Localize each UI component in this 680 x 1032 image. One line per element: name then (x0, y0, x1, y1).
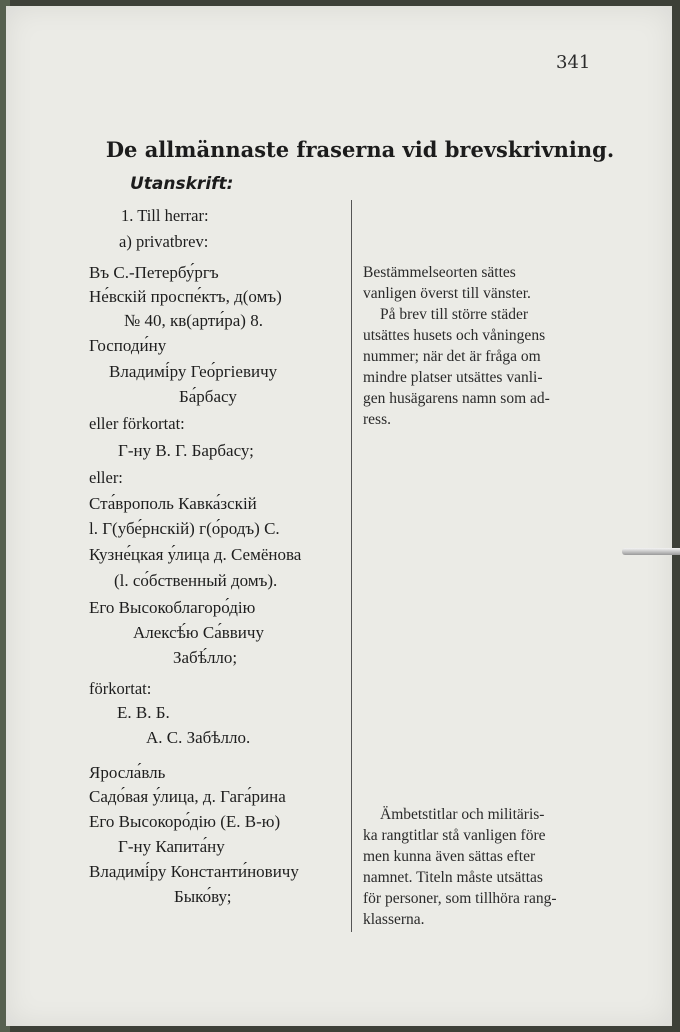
note-line: ka rangtitlar stå vanligen före (363, 827, 546, 844)
text-line: eller förkortat: (89, 414, 185, 433)
note-line: Bestämmelseorten sättes (363, 264, 516, 281)
text-line: l. Г(убе́рнскій) г(о́родъ) С. (89, 519, 280, 538)
text-line: А. С. Забѣлло. (146, 728, 251, 747)
section-heading: Utanskrift: (130, 174, 234, 194)
page-title: De allmännaste fraserna vid brevskrivning. (105, 137, 615, 162)
column-divider (351, 200, 352, 932)
text-line: Владимі́ру Гео́ргіевичу (109, 362, 278, 381)
text-line: (l. со́бственный домъ). (114, 571, 278, 590)
text-line: Алексѣ́ю Са́ввичу (133, 623, 264, 642)
page-knife-blade (622, 548, 680, 555)
text-line: Кузне́цкая у́лица д. Семёнова (89, 545, 302, 564)
text-line: Въ С.-Петербу́ргъ (89, 263, 219, 282)
note-line: för personer, som tillhöra rang- (363, 890, 557, 907)
note-line: gen husägarens namn som ad- (363, 390, 550, 407)
text-line: Е. В. Б. (117, 703, 170, 722)
text-line: Владимі́ру Константи́новичу (89, 862, 299, 881)
text-line: № 40, кв(арти́ра) 8. (124, 311, 263, 330)
text-line: Г-ну Капита́ну (118, 837, 225, 856)
note-line: ress. (363, 411, 391, 428)
text-line: Быко́ву; (174, 887, 232, 906)
note-line: vanligen överst till vänster. (363, 285, 531, 302)
text-line: Не́вскій проспе́ктъ, д(омъ) (89, 287, 282, 306)
text-line: Яросла́вль (89, 763, 166, 782)
note-line: men kunna även sättas efter (363, 848, 536, 865)
text-line: Ста́врополь Кавка́зскій (89, 494, 257, 513)
text-line: Забѣ́лло; (173, 648, 238, 667)
text-line: 1. Till herrar: (121, 206, 209, 225)
text-line: förkortat: (89, 679, 152, 698)
note-line: klasserna. (363, 911, 425, 928)
text-line: eller: (89, 468, 123, 487)
note-line: Ämbetstitlar och militäris- (380, 806, 545, 823)
page-number: 341 (556, 52, 591, 73)
text-line: Господи́ну (89, 336, 167, 355)
text-line: Его Высокоблагоро́дію (89, 598, 256, 617)
text-line: Садо́вая у́лица, д. Гага́рина (89, 787, 286, 806)
note-line: utsättes husets och våningens (363, 327, 546, 344)
note-line: namnet. Titeln måste utsättas (363, 869, 543, 886)
text-line: Г-ну В. Г. Барбасу; (118, 441, 254, 460)
note-line: nummer; när det är fråga om (363, 348, 541, 365)
note-line: På brev till större städer (380, 306, 529, 323)
text-line: a) privatbrev: (119, 232, 209, 251)
note-line: mindre platser utsättes vanli- (363, 369, 543, 386)
text-line: Его Высокоро́дію (Е. В-ю) (89, 812, 281, 831)
text-line: Ба́рбасу (179, 387, 237, 406)
